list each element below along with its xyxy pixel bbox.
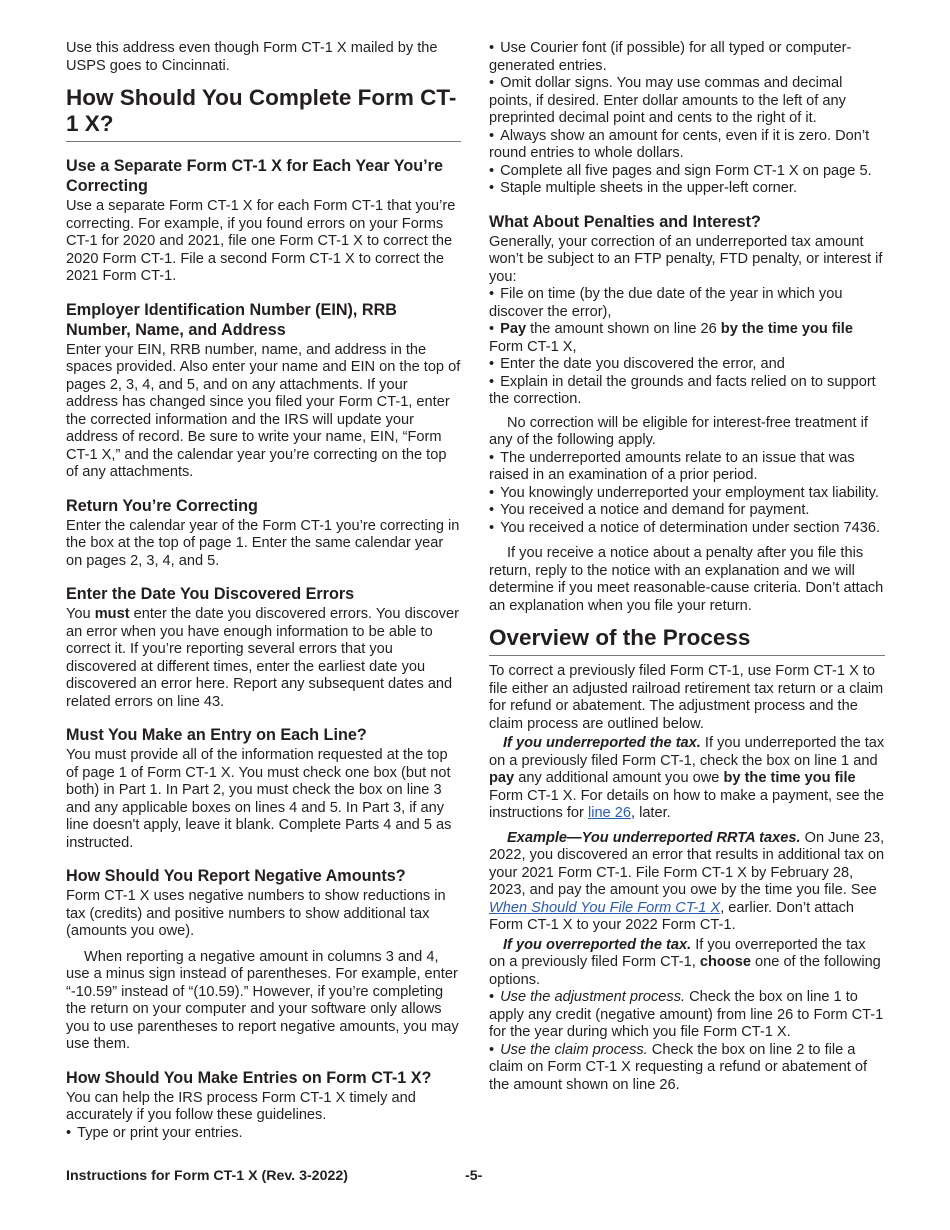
heading-penalties: What About Penalties and Interest? bbox=[489, 212, 761, 231]
bullet-type-print: • Type or print your entries. bbox=[66, 1125, 461, 1143]
heading-separate-form: Use a Separate Form CT-1 X for Each Year You’re Correcting bbox=[66, 157, 443, 195]
heading-negative-amounts: How Should You Report Negative Amounts? bbox=[66, 867, 406, 885]
paragraph-example: Example—You underreported RRTA taxes. On June 23, 2022, you discovered an error that results in additional tax on your 2021 Form CT-1. File Form CT-1 X by February 28, 2023, and pay the amount you owe by the time you file. See When Should You File Form CT-1 X, earlier. Don’t attach Form CT-1 X to your 2022 Form CT-1. bbox=[489, 829, 885, 933]
left-column bbox=[66, 40, 461, 1142]
right-column bbox=[489, 40, 885, 1094]
heading-ein: Employer Identification Number (EIN), RRB Number, Name, and Address bbox=[66, 300, 397, 339]
footer-title: Instructions for Form CT-1 X (Rev. 3-2022) bbox=[66, 1168, 348, 1184]
paragraph-overview: To correct a previously filed Form CT-1, use Form CT-1 X to file either an adjusted railroad retirement tax return or a claim for refund or abatement. The adjustment process and the claim process are outlined below. bbox=[489, 663, 884, 732]
paragraph-date-discovered: You must enter the date you discovered errors. You discover an error when you have enough information to be able to correct it. If you’re reporting several errors that you discovered at different times, enter the earliest date you discovered an error here. Report any subsequent dates and related errors on line 43. bbox=[66, 606, 459, 710]
bullet-adjustment-process: • Use the adjustment process. Check the box on line 1 to apply any credit (negative amount) from line 26 to Form CT-1 for the year during which you file Form CT-1 X. bbox=[489, 989, 885, 1042]
paragraph-no-correction: No correction will be eligible for interest-free treatment if any of the following apply. bbox=[489, 414, 868, 448]
heading-return-correcting: Return You’re Correcting bbox=[66, 496, 258, 515]
bullet-pay: • Pay the amount shown on line 26 by the time you file Form CT-1 X, bbox=[489, 321, 885, 356]
paragraph-penalties: Generally, your correction of an underreported tax amount won’t be subject to an FTP penalty, FTD penalty, or interest if you: bbox=[489, 233, 883, 285]
bullet-five-pages: • Complete all five pages and sign Form CT-1 X on page 5. bbox=[489, 163, 885, 181]
bullet-explain: • Explain in detail the grounds and facts relied on to support the correction. bbox=[489, 374, 885, 409]
link-line-26[interactable]: line 26 bbox=[587, 805, 631, 821]
heading-complete-form: How Should You Complete Form CT-1 X? bbox=[66, 85, 461, 142]
heading-make-entries: How Should You Make Entries on Form CT-1 X? bbox=[66, 1068, 432, 1087]
heading-overview: Overview of the Process bbox=[489, 625, 885, 656]
paragraph-return-correcting: Enter the calendar year of the Form CT-1 you’re correcting in the box at the top of page 1. Enter the same calendar year on pages 2, 3, 4, and 5. bbox=[66, 517, 460, 569]
heading-date-discovered: Enter the Date You Discovered Errors bbox=[66, 585, 355, 603]
bullet-enter-date: • Enter the date you discovered the error, and bbox=[489, 356, 885, 374]
bullet-cents: • Always show an amount for cents, even if it is zero. Don’t round entries to whole dollars. bbox=[489, 128, 885, 163]
paragraph-negative-amounts: Form CT-1 X uses negative numbers to show reductions in tax (credits) and positive numbers to show additional tax (amounts you owe). bbox=[66, 888, 446, 939]
bullet-staple: • Staple multiple sheets in the upper-left corner. bbox=[489, 180, 885, 198]
paragraph-underreported: If you underreported the tax. If you underreported the tax on a previously filed Form CT-1, check the box on line 1 and pay any additional amount you owe by the time you file Form CT-1 X. For details on how to make a payment, see the instructions for line 26, later. bbox=[489, 735, 885, 821]
heading-entry-each-line: Must You Make an Entry on Each Line? bbox=[66, 726, 367, 744]
paragraph-negative-amounts-2: When reporting a negative amount in columns 3 and 4, use a minus sign instead of parentheses. For example, enter “-10.59” instead of “(10.59).” However, if you’re completing the return on your computer and your software only allows you to use parentheses to report negative amounts, you may use them. bbox=[66, 948, 459, 1052]
paragraph-entry-each-line: You must provide all of the information requested at the top of page 1 of Form CT-1 X. You must check one box (but not both) in Part 1. In Part 2, you must check the box on line 3 and any applicable boxes on lines 4 and 5. In Part 3, if any line doesn't apply, leave it blank. Complete Parts 4 and 5 as instructed. bbox=[66, 747, 452, 851]
bullet-omit-dollar: • Omit dollar signs. You may use commas and decimal points, if desired. Enter dollar amounts to the left of any preprinted decimal point and cents to the right of it. bbox=[489, 75, 885, 128]
bullet-file-on-time: • File on time (by the due date of the year in which you discover the error), bbox=[489, 286, 885, 321]
paragraph-overreported: If you overreported the tax. If you overreported the tax on a previously filed Form CT-1, choose one of the following options. bbox=[489, 936, 881, 988]
bullet-knowingly: • You knowingly underreported your employment tax liability. bbox=[489, 485, 885, 503]
paragraph-make-entries: You can help the IRS process Form CT-1 X timely and accurately if you follow these guidelines. bbox=[66, 1089, 416, 1123]
bullet-claim-process: • Use the claim process. Check the box on line 2 to file a claim on Form CT-1 X requesting a refund or abatement of the amount shown on line 26. bbox=[489, 1042, 885, 1095]
paragraph-penalty-notice: If you receive a notice about a penalty after you file this return, reply to the notice with an explanation and we will determine if you meet reasonable-cause criteria. Don’t attach an explanation when you file your return. bbox=[489, 545, 884, 614]
bullet-underreported-examination: • The underreported amounts relate to an issue that was raised in an examination of a prior period. bbox=[489, 450, 885, 485]
paragraph-separate-form: Use a separate Form CT-1 X for each Form CT-1 that you’re correcting. For example, if you found errors on your Forms CT-1 for 2020 and 2021, file one Form CT-1 X to correct the 2020 Form CT-1. File a second Form CT-1 X to correct the 2021 Form CT-1. bbox=[66, 198, 456, 284]
intro-paragraph: Use this address even though Form CT-1 X mailed by the USPS goes to Cincinnati. bbox=[66, 40, 438, 74]
bullet-courier: • Use Courier font (if possible) for all typed or computer-generated entries. bbox=[489, 40, 885, 75]
paragraph-ein: Enter your EIN, RRB number, name, and address in the spaces provided. Also enter your name and EIN on the top of pages 2, 3, 4, and 5, and on any attachments. If your address has changed since you filed your Form CT-1, enter the corrected information and the IRS will update your address of record. Be sure to write your name, EIN, “Form CT-1 X,” and the calendar year you’re correcting on the top of any attachments. bbox=[66, 341, 461, 480]
bullet-notice-demand: • You received a notice and demand for payment. bbox=[489, 502, 885, 520]
bullet-notice-determination: • You received a notice of determination under section 7436. bbox=[489, 520, 885, 538]
page-number: -5- bbox=[465, 1168, 483, 1184]
link-when-file[interactable]: When Should You File Form CT-1 X bbox=[489, 899, 721, 916]
